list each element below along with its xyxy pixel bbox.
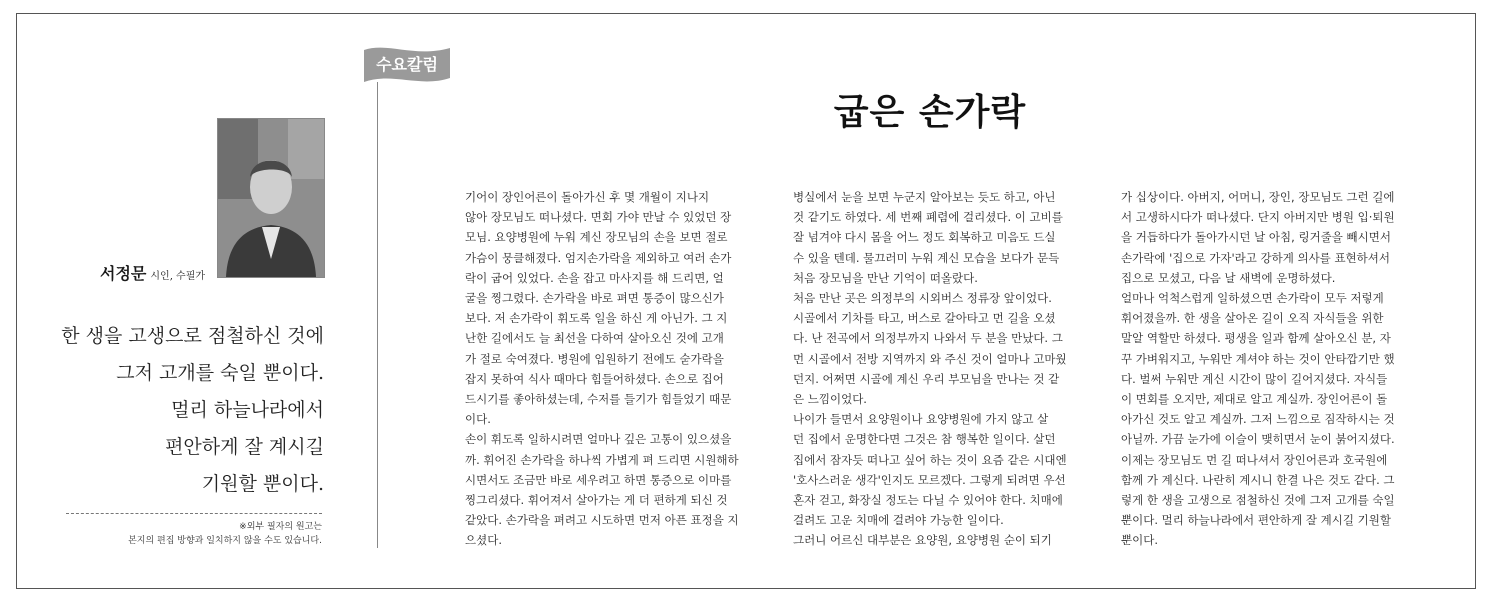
body-line: 가슴이 뭉클해졌다. 엄지손가락을 제외하고 여러 손가 [465,250,732,265]
body-line: 던 집에서 운명한다면 그것은 참 행복한 일이다. 살던 [793,432,1056,447]
body-line: 이 면회를 오지만, 제대로 알고 계실까. 장인어른이 돌 [1121,392,1388,407]
body-line: 수 있을 텐데. 물끄러미 누워 계신 모습을 보다가 문득 [793,250,1060,265]
body-line: 집에서 잠자듯 떠나고 싶어 하는 것이 요즘 같은 시대엔 [793,452,1067,467]
body-line: 아가신 것도 알고 계실까. 그저 느낌으로 짐작하시는 것 [1121,412,1395,427]
body-line: 꾸 가벼워지고, 누워만 계셔야 하는 것이 안타깝기만 했 [1121,351,1395,366]
body-line: 가 절로 숙여졌다. 병원에 입원하기 전에도 숟가락을 [465,351,724,366]
body-line: 기어이 장인어른이 돌아가신 후 몇 개월이 지나지 [465,190,710,204]
body-line: 말알 역할만 하셨다. 평생을 일과 함께 살아오신 분, 자 [1121,331,1391,346]
body-line: 던지. 어쩌면 시골에 계신 우리 부모님을 만나는 것 같 [793,371,1060,386]
body-line: 손이 휘도록 일하시려면 얼마나 깊은 고통이 있으셨을 [465,432,732,447]
body-line: 나이가 들면서 요양원이나 요양병원에 가지 않고 살 [793,412,1049,427]
body-line: 가 십상이다. 아버지, 어머니, 장인, 장모님도 그런 길에 [1121,190,1395,204]
quote-line: 편안하게 잘 계시길 [165,436,324,458]
body-line: 집으로 모셨고, 다음 날 새벽에 운명하셨다. [1121,270,1336,285]
body-line: 다. 난 전곡에서 의정부까지 나와서 두 분을 만났다. 그 [793,331,1063,346]
body-line: 잡지 못하여 식사 때마다 힘들어하셨다. 손으로 집어 [465,371,724,386]
article-title: 굽은 손가락 [833,91,1027,133]
body-line: 같았다. 손가락을 펴려고 시도하면 먼저 아픈 표정을 지 [465,513,739,528]
column-divider [377,82,378,548]
body-line: 그러니 어르신 대부분은 요양원, 요양병원 순이 되기 [793,533,1052,548]
body-line: 난한 길에서도 늘 최선을 다하여 살아오신 것에 고개 [465,331,724,346]
quote-line: 기원할 뿐이다. [201,473,324,495]
body-line: 보다. 저 손가락이 휘도록 일을 하신 게 아닌가. 그 지 [465,311,728,326]
body-line: 잘 넘겨야 다시 몸을 어느 정도 회복하고 미음도 드실 [793,230,1056,245]
body-line: 락이 굽어 있었다. 손을 잡고 마사지를 해 드리면, 얼 [465,270,724,285]
pull-quote [36,318,324,503]
note-line: ※외부 필자의 원고는 [239,522,322,532]
author-role: 시인, 수필가 [150,271,206,282]
body-line: 얼마나 억척스럽게 일하셨으면 손가락이 모두 저렇게 [1121,291,1384,306]
body-column-1 [465,187,777,551]
body-line: 을 거듭하다가 돌아가시던 날 아침, 링거줄을 빼시면서 [1121,230,1391,245]
body-line: 서 고생하시다가 떠나셨다. 단지 아버지만 병원 입·퇴원 [1121,210,1395,225]
author-portrait-icon [218,119,324,277]
note-line: 본지의 편집 방향과 일치하지 않을 수도 있습니다. [128,536,322,546]
quote-line: 그저 고개를 숙일 뿐이다. [116,362,324,384]
body-line: 처음 장모님을 만난 기억이 떠올랐다. [793,270,978,285]
quote-line: 멀리 하늘나라에서 [171,399,324,421]
quote-line: 한 생을 고생으로 점철하신 것에 [61,325,324,347]
body-line: 다. 벌써 누워만 계신 시간이 많이 길어지셨다. 자식들 [1121,371,1388,386]
body-line: 까. 휘어진 손가락을 하나씩 가볍게 펴 드리면 시원해하 [465,452,739,467]
body-line: 손가락에 '집으로 가자'라고 강하게 의사를 표현하셔서 [1121,250,1390,265]
body-line: 처음 만난 곳은 의정부의 시외버스 정류장 앞이었다. [793,291,1052,306]
body-line: 않아 장모님도 떠나셨다. 면회 가야 만날 수 있었던 장 [465,210,732,225]
body-line: 시골에서 기차를 타고, 버스로 갈아타고 먼 길을 오셨 [793,311,1056,326]
author-photo [217,118,325,278]
body-column-3 [1121,187,1433,551]
body-line: 시면서도 조금만 바로 세우려고 하면 통증으로 이마를 [465,472,732,487]
body-line: 걸려도 고운 치매에 걸려야 가능한 일이다. [793,513,1004,528]
body-line: 드시기를 좋아하셨는데, 수저를 들기가 힘들었기 때문 [465,392,732,407]
body-line: 함께 가 계신다. 나란히 계시니 한결 나은 것도 같다. 그 [1121,472,1395,487]
body-line: 이제는 장모님도 먼 길 떠나셔서 장인어른과 호국원에 [1121,452,1388,467]
body-line: 병실에서 눈을 보면 누군지 알아보는 듯도 하고, 아닌 [793,190,1056,204]
body-line: 휘어졌을까. 한 생을 살아온 길이 오직 자식들을 위한 [1121,311,1384,326]
body-line: 모님. 요양병원에 누워 계신 장모님의 손을 보면 절로 [465,230,728,245]
body-line: 은 느낌이었다. [793,392,867,407]
body-line: 찡그리셨다. 휘어져서 살아가는 게 더 편하게 되신 것 [465,493,728,508]
column-badge [358,44,456,94]
author-name: 서정문 [100,264,147,283]
body-line: 것 같기도 하였다. 세 번째 폐렴에 걸리셨다. 이 고비를 [793,210,1063,225]
author-byline [100,261,220,284]
body-line: 으셨다. [465,533,502,548]
body-column-2 [793,187,1105,551]
body-line: 뿐이다. [1121,533,1158,548]
body-line: 혼자 걷고, 화장실 정도는 다닐 수 있어야 한다. 치매에 [793,493,1063,508]
body-line: 아닐까. 가끔 눈가에 이슬이 맺히면서 눈이 붉어지셨다. [1121,432,1395,447]
editorial-note [60,520,322,548]
badge-label: 수요칼럼 [376,55,438,74]
body-line: 이다. [465,412,491,427]
badge-flag-icon [358,44,456,94]
body-line: 굴을 찡그렸다. 손가락을 바로 펴면 통증이 많으신가 [465,291,724,306]
body-line: 뿐이다. 멀리 하늘나라에서 편안하게 잘 계시길 기원할 [1121,513,1391,528]
body-line: 렇게 한 생을 고생으로 점철하신 것에 그저 고개를 숙일 [1121,493,1395,508]
body-line: 먼 시골에서 전방 지역까지 와 주신 것이 얼마나 고마웠 [793,351,1067,366]
body-line: '호사스러운 생각'인지도 모르겠다. 그렇게 되려면 우선 [793,472,1066,487]
note-divider [66,513,322,514]
